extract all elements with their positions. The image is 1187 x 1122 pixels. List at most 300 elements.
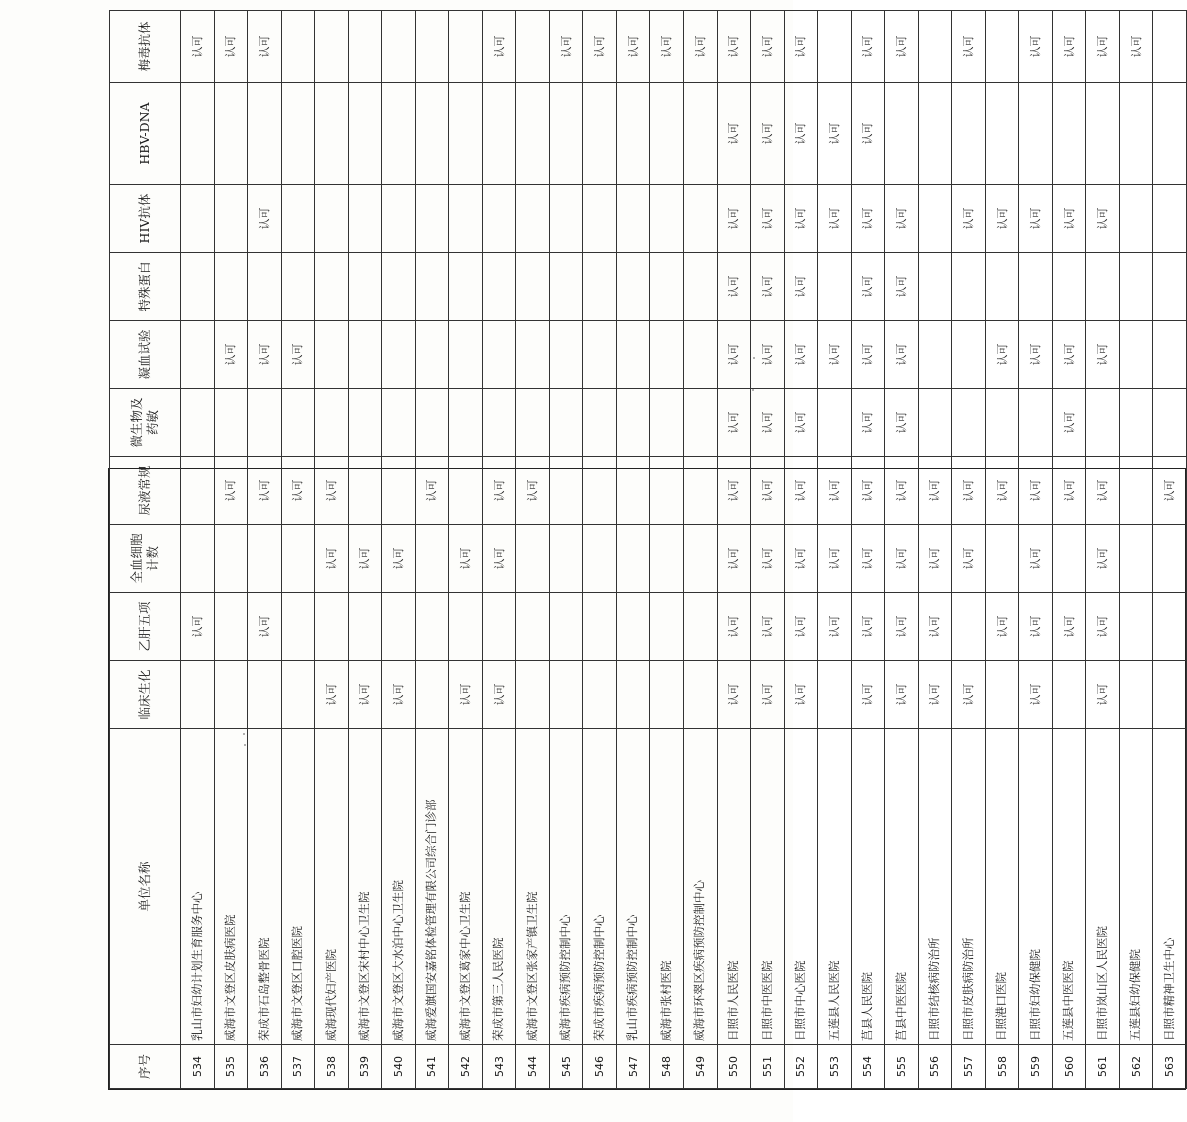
row-seq: 539 (348, 1045, 382, 1089)
row-seq: 543 (482, 1045, 516, 1089)
accreditation-cell (818, 11, 852, 83)
accreditation-cell (415, 525, 449, 593)
accreditation-cell: 认可 (1086, 593, 1120, 661)
table-row (516, 11, 550, 1089)
accreditation-cell (214, 185, 248, 253)
accreditation-cell: 认可 (717, 525, 751, 593)
table-row (214, 11, 248, 1089)
table-row (1086, 11, 1120, 1089)
col-header-hbv-dna: HBV-DNA (110, 83, 181, 185)
accreditation-cell (818, 253, 852, 321)
accreditation-cell (1119, 525, 1153, 593)
accreditation-cell (348, 321, 382, 389)
table-row (482, 11, 516, 1089)
accreditation-cell (516, 83, 550, 185)
accreditation-cell (918, 185, 952, 253)
table-row (181, 11, 215, 1089)
accreditation-cell: 认可 (918, 661, 952, 729)
col-header-microbio: 微生物及药敏 (110, 389, 181, 457)
accreditation-cell: 认可 (784, 525, 818, 593)
accreditation-cell (952, 593, 986, 661)
table-row (1153, 11, 1187, 1089)
accreditation-cell (315, 389, 349, 457)
accreditation-cell (1019, 83, 1053, 185)
row-seq: 535 (214, 1045, 248, 1089)
accreditation-cell (1119, 457, 1153, 525)
row-seq: 555 (885, 1045, 919, 1089)
accreditation-cell (214, 253, 248, 321)
row-unit-name: 乳山市疾病预防控制中心 (616, 729, 650, 1045)
col-header-syphilis: 梅毒抗体 (110, 11, 181, 83)
accreditation-cell (985, 11, 1019, 83)
accreditation-cell (248, 253, 282, 321)
accreditation-cell: 认可 (851, 457, 885, 525)
accreditation-cell: 认可 (885, 457, 919, 525)
accreditation-cell (315, 11, 349, 83)
accreditation-cell (181, 321, 215, 389)
accreditation-cell (1153, 661, 1187, 729)
accreditation-cell: 认可 (1019, 321, 1053, 389)
accreditation-cell (616, 253, 650, 321)
row-seq: 534 (181, 1045, 215, 1089)
accreditation-cell (382, 83, 416, 185)
accreditation-cell (818, 661, 852, 729)
accreditation-cell: 认可 (382, 661, 416, 729)
row-unit-name: 威海市疾病预防控制中心 (549, 729, 583, 1045)
accreditation-cell (583, 253, 617, 321)
accreditation-cell (482, 185, 516, 253)
accreditation-cell (281, 185, 315, 253)
accreditation-cell: 认可 (885, 253, 919, 321)
accreditation-cell: 认可 (751, 11, 785, 83)
accreditation-cell: 认可 (751, 525, 785, 593)
row-unit-name: 荣成市第三人民医院 (482, 729, 516, 1045)
accreditation-cell: 认可 (214, 11, 248, 83)
accreditation-cell (181, 661, 215, 729)
rotated-table-container (108, 21, 1186, 1090)
accreditation-cell: 认可 (784, 661, 818, 729)
table-row (985, 11, 1019, 1089)
accreditation-cell: 认可 (851, 389, 885, 457)
accreditation-cell: 认可 (717, 11, 751, 83)
accreditation-cell: 认可 (717, 593, 751, 661)
row-unit-name: 日照市人民医院 (717, 729, 751, 1045)
accreditation-cell: 认可 (1019, 525, 1053, 593)
accreditation-cell: 认可 (985, 593, 1019, 661)
accreditation-cell (214, 661, 248, 729)
row-unit-name: 莒县人民医院 (851, 729, 885, 1045)
row-unit-name: 日照市中心医院 (784, 729, 818, 1045)
accreditation-cell: 认可 (348, 661, 382, 729)
accreditation-cell (985, 661, 1019, 729)
accreditation-cell (214, 83, 248, 185)
accreditation-cell (315, 185, 349, 253)
accreditation-cell: 认可 (616, 11, 650, 83)
accreditation-cell: 认可 (818, 83, 852, 185)
row-seq: 536 (248, 1045, 282, 1089)
accreditation-cell (1153, 185, 1187, 253)
accreditation-cell (650, 253, 684, 321)
accreditation-cell (549, 593, 583, 661)
row-seq: 538 (315, 1045, 349, 1089)
row-seq: 546 (583, 1045, 617, 1089)
accreditation-cell (449, 389, 483, 457)
accreditation-cell: 认可 (885, 321, 919, 389)
accreditation-cell (315, 83, 349, 185)
row-unit-name: 威海市文登区张家产镇卫生院 (516, 729, 550, 1045)
row-unit-name: 威海市文登区口腔医院 (281, 729, 315, 1045)
accreditation-cell: 认可 (885, 185, 919, 253)
accreditation-cell (482, 83, 516, 185)
accreditation-cell: 认可 (717, 253, 751, 321)
accreditation-cell: 认可 (181, 593, 215, 661)
accreditation-cell: 认可 (784, 185, 818, 253)
accreditation-cell (1119, 661, 1153, 729)
accreditation-cell (650, 593, 684, 661)
accreditation-cell: 认可 (1052, 389, 1086, 457)
table-row (281, 11, 315, 1089)
accreditation-cell (248, 83, 282, 185)
table-row (952, 11, 986, 1089)
table-row (1019, 11, 1053, 1089)
col-header-hiv: HIV抗体 (110, 185, 181, 253)
accreditation-cell: 认可 (449, 661, 483, 729)
accreditation-cell: 认可 (818, 185, 852, 253)
row-seq: 547 (616, 1045, 650, 1089)
accreditation-cell (382, 457, 416, 525)
accreditation-cell (918, 389, 952, 457)
accreditation-cell (449, 593, 483, 661)
accreditation-cell: 认可 (248, 11, 282, 83)
accreditation-cell: 认可 (315, 661, 349, 729)
accreditation-cell (583, 457, 617, 525)
accreditation-cell (382, 253, 416, 321)
accreditation-cell (516, 321, 550, 389)
accreditation-cell: 认可 (851, 593, 885, 661)
accreditation-cell (449, 11, 483, 83)
accreditation-cell (1052, 661, 1086, 729)
accreditation-cell (449, 321, 483, 389)
accreditation-cell (616, 321, 650, 389)
accreditation-cell: 认可 (1086, 11, 1120, 83)
accreditation-cell (583, 185, 617, 253)
accreditation-cell (348, 457, 382, 525)
row-seq: 559 (1019, 1045, 1053, 1089)
row-seq: 551 (751, 1045, 785, 1089)
accreditation-cell: 认可 (918, 525, 952, 593)
accreditation-cell (248, 389, 282, 457)
accreditation-cell (650, 661, 684, 729)
accreditation-cell: 认可 (851, 525, 885, 593)
accreditation-cell: 认可 (1086, 321, 1120, 389)
accreditation-cell (885, 83, 919, 185)
table-row (683, 11, 717, 1089)
row-unit-name: 日照市中医医院 (751, 729, 785, 1045)
accreditation-cell (281, 11, 315, 83)
accreditation-cell: 认可 (1019, 185, 1053, 253)
accreditation-cell: 认可 (482, 661, 516, 729)
accreditation-cell (616, 185, 650, 253)
col-header-blood-count: 全血细胞计数 (110, 525, 181, 593)
row-unit-name: 荣成市疾病预防控制中心 (583, 729, 617, 1045)
accreditation-cell: 认可 (952, 185, 986, 253)
accreditation-cell (1086, 389, 1120, 457)
accreditation-cell: 认可 (348, 525, 382, 593)
accreditation-cell (549, 457, 583, 525)
accreditation-cell (348, 11, 382, 83)
accreditation-cell (315, 253, 349, 321)
accreditation-cell: 认可 (1052, 457, 1086, 525)
row-seq: 556 (918, 1045, 952, 1089)
accreditation-cell: 认可 (717, 389, 751, 457)
row-unit-name: 日照市结核病防治所 (918, 729, 952, 1045)
accreditation-cell (952, 253, 986, 321)
accreditation-cell: 认可 (1153, 457, 1187, 525)
accreditation-cell (549, 185, 583, 253)
accreditation-cell: 认可 (851, 83, 885, 185)
row-seq: 541 (415, 1045, 449, 1089)
table-row (415, 11, 449, 1089)
accreditation-cell (650, 457, 684, 525)
accreditation-cell: 认可 (214, 457, 248, 525)
table-row (818, 11, 852, 1089)
accreditation-cell: 认可 (851, 253, 885, 321)
accreditation-cell (516, 389, 550, 457)
accreditation-cell (516, 185, 550, 253)
accreditation-cell (985, 253, 1019, 321)
accreditation-cell (382, 389, 416, 457)
accreditation-cell (382, 185, 416, 253)
accreditation-cell (348, 185, 382, 253)
accreditation-cell (1153, 525, 1187, 593)
accreditation-cell (482, 389, 516, 457)
row-unit-name: 威海市文登区大水泊中心卫生院 (382, 729, 416, 1045)
accreditation-cell (1153, 321, 1187, 389)
accreditation-cell (482, 593, 516, 661)
accreditation-cell (382, 321, 416, 389)
accreditation-cell (516, 525, 550, 593)
accreditation-cell: 认可 (449, 525, 483, 593)
accreditation-cell: 认可 (181, 11, 215, 83)
accreditation-cell: 认可 (1052, 185, 1086, 253)
accreditation-cell (952, 83, 986, 185)
row-seq: 553 (818, 1045, 852, 1089)
table-row (549, 11, 583, 1089)
accreditation-cell (516, 593, 550, 661)
accreditation-cell: 认可 (248, 457, 282, 525)
accreditation-cell (650, 185, 684, 253)
accreditation-cell: 认可 (885, 661, 919, 729)
accreditation-cell (214, 389, 248, 457)
accreditation-cell: 认可 (1019, 11, 1053, 83)
accreditation-cell: 认可 (885, 525, 919, 593)
accreditation-cell (449, 83, 483, 185)
accreditation-cell: 认可 (650, 11, 684, 83)
accreditation-cell: 认可 (784, 457, 818, 525)
accreditation-cell (1119, 83, 1153, 185)
row-unit-name: 日照市精神卫生中心 (1153, 729, 1187, 1045)
row-unit-name: 威海市张村医院 (650, 729, 684, 1045)
table-header-row (110, 11, 181, 1089)
accreditation-cell: 认可 (717, 321, 751, 389)
accreditation-cell (1119, 321, 1153, 389)
table-row (616, 11, 650, 1089)
accreditation-cell (415, 185, 449, 253)
accreditation-cell (449, 253, 483, 321)
accreditation-cell: 认可 (751, 457, 785, 525)
accreditation-cell: 认可 (683, 11, 717, 83)
accreditation-cell (985, 389, 1019, 457)
row-seq: 562 (1119, 1045, 1153, 1089)
accreditation-cell: 认可 (851, 661, 885, 729)
accreditation-cell (214, 525, 248, 593)
table-row (918, 11, 952, 1089)
accreditation-cell (549, 661, 583, 729)
accreditation-cell (1153, 11, 1187, 83)
accreditation-cell: 认可 (1052, 321, 1086, 389)
accreditation-cell: 认可 (751, 661, 785, 729)
accreditation-cell (1052, 83, 1086, 185)
col-header-clinical-biochem: 临床生化 (110, 661, 181, 729)
row-seq: 548 (650, 1045, 684, 1089)
row-seq: 542 (449, 1045, 483, 1089)
accreditation-cell: 认可 (818, 593, 852, 661)
table-body (181, 11, 1187, 1089)
accreditation-cell (248, 661, 282, 729)
accreditation-cell (549, 525, 583, 593)
accreditation-cell: 认可 (918, 457, 952, 525)
accreditation-cell: 认可 (315, 525, 349, 593)
row-unit-name: 五莲县妇幼保健院 (1119, 729, 1153, 1045)
accreditation-cell: 认可 (516, 457, 550, 525)
accreditation-cell (985, 83, 1019, 185)
accreditation-cell: 认可 (482, 525, 516, 593)
table-row (248, 11, 282, 1089)
table-row (348, 11, 382, 1089)
accreditation-cell: 认可 (751, 321, 785, 389)
row-seq: 549 (683, 1045, 717, 1089)
accreditation-cell (616, 457, 650, 525)
table-row (751, 11, 785, 1089)
accreditation-cell (281, 83, 315, 185)
row-unit-name: 威海市文登区葛家中心卫生院 (449, 729, 483, 1045)
accreditation-cell: 认可 (751, 389, 785, 457)
accreditation-cell: 认可 (1019, 457, 1053, 525)
accreditation-cell (818, 389, 852, 457)
accreditation-cell: 认可 (1119, 11, 1153, 83)
accreditation-cell: 认可 (281, 457, 315, 525)
table-row (583, 11, 617, 1089)
accreditation-cell (952, 321, 986, 389)
accreditation-cell: 认可 (1086, 661, 1120, 729)
row-unit-name: 日照市妇幼保健院 (1019, 729, 1053, 1045)
accreditation-cell (449, 185, 483, 253)
table-row (851, 11, 885, 1089)
accreditation-cell (683, 593, 717, 661)
accreditation-cell (315, 321, 349, 389)
row-seq: 554 (851, 1045, 885, 1089)
accreditation-cell (415, 661, 449, 729)
table-row (784, 11, 818, 1089)
accreditation-cell (415, 83, 449, 185)
accreditation-cell (683, 661, 717, 729)
accreditation-cell: 认可 (248, 321, 282, 389)
accreditation-cell (281, 525, 315, 593)
accreditation-cell (516, 253, 550, 321)
accreditation-cell (616, 525, 650, 593)
accreditation-cell (650, 321, 684, 389)
accreditation-table (109, 10, 1187, 1089)
accreditation-cell: 认可 (818, 321, 852, 389)
accreditation-cell (918, 83, 952, 185)
accreditation-cell: 认可 (952, 525, 986, 593)
accreditation-cell (281, 253, 315, 321)
accreditation-cell: 认可 (751, 593, 785, 661)
accreditation-cell (683, 457, 717, 525)
accreditation-cell (415, 321, 449, 389)
accreditation-cell: 认可 (751, 83, 785, 185)
accreditation-cell: 认可 (985, 321, 1019, 389)
accreditation-cell (482, 321, 516, 389)
accreditation-cell (281, 389, 315, 457)
accreditation-cell: 认可 (717, 83, 751, 185)
accreditation-cell (415, 593, 449, 661)
accreditation-cell (181, 83, 215, 185)
table-row (717, 11, 751, 1089)
accreditation-cell (1153, 389, 1187, 457)
accreditation-cell (449, 457, 483, 525)
accreditation-cell (650, 525, 684, 593)
accreditation-cell (181, 389, 215, 457)
accreditation-cell: 认可 (382, 525, 416, 593)
accreditation-cell: 认可 (248, 593, 282, 661)
col-header-seq: 序号 (110, 1045, 181, 1089)
accreditation-cell (616, 593, 650, 661)
accreditation-cell: 认可 (1086, 457, 1120, 525)
accreditation-cell (549, 321, 583, 389)
accreditation-cell (683, 185, 717, 253)
accreditation-cell (281, 661, 315, 729)
col-header-coagulation: 凝血试验 (110, 321, 181, 389)
accreditation-cell (1086, 83, 1120, 185)
accreditation-cell (1153, 83, 1187, 185)
accreditation-cell (549, 389, 583, 457)
accreditation-cell (583, 661, 617, 729)
accreditation-cell (1119, 593, 1153, 661)
accreditation-cell (985, 525, 1019, 593)
table-row (449, 11, 483, 1089)
row-unit-name: 荣成市石岛整骨医院 (248, 729, 282, 1045)
accreditation-cell (181, 457, 215, 525)
row-unit-name: 五莲县人民医院 (818, 729, 852, 1045)
col-header-special-protein: 特殊蛋白 (110, 253, 181, 321)
accreditation-cell (1153, 253, 1187, 321)
table-row (885, 11, 919, 1089)
accreditation-cell (281, 593, 315, 661)
accreditation-cell (583, 83, 617, 185)
accreditation-cell (382, 593, 416, 661)
accreditation-cell: 认可 (918, 593, 952, 661)
accreditation-cell (1119, 253, 1153, 321)
row-unit-name: 日照港口医院 (985, 729, 1019, 1045)
accreditation-cell: 认可 (549, 11, 583, 83)
accreditation-cell: 认可 (583, 11, 617, 83)
accreditation-cell (616, 389, 650, 457)
accreditation-cell (918, 321, 952, 389)
accreditation-cell (348, 593, 382, 661)
accreditation-cell: 认可 (784, 593, 818, 661)
accreditation-cell (549, 253, 583, 321)
